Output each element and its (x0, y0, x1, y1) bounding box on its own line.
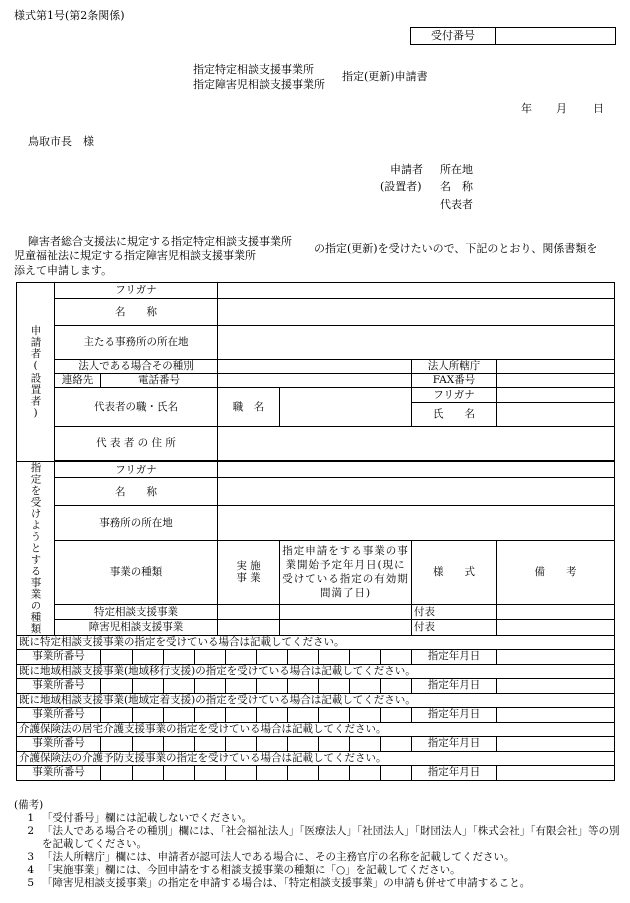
date-year: 年 (521, 102, 532, 115)
rep-address-field[interactable] (218, 427, 615, 461)
appendix-label-1: 付表 (412, 604, 497, 619)
note-item (14, 851, 624, 864)
implement-field-2[interactable] (218, 620, 280, 635)
rep-furigana-field[interactable] (497, 388, 615, 403)
existing-note-1: 既に特定相談支援事業の指定を受けている場合は記載してください。 (17, 635, 615, 649)
note-text: 「法人である場合その種別」欄には、「社会福祉法人」「医療法人」「社団法人」「財団法人」「株式会社」「有限会社」等の別を記載してください。 (42, 825, 620, 850)
note-text: 「実施事業」欄には、今回申請をする相談支援事業の種類に「○」を記載してください。 (42, 864, 461, 876)
office-no-field-1[interactable] (101, 649, 412, 664)
designated-date-label-2: 指定年月日 (412, 678, 497, 693)
intro-law2: 児童福祉法に規定する指定障害児相談支援事業所 (14, 249, 256, 262)
office-address-field[interactable] (218, 506, 615, 541)
note-item (14, 864, 624, 877)
office-no-field-4[interactable] (101, 736, 412, 751)
designated-date-field-3[interactable] (497, 707, 615, 722)
row-child-consultation: 障害児相談支援事業 (55, 620, 218, 635)
applicant-label: 申請者 (390, 163, 423, 176)
remarks-header: 備 考 (497, 541, 615, 605)
fax-field[interactable] (497, 374, 615, 388)
rep-label: 代表者 (440, 198, 473, 211)
appendix-label-2: 付表 (412, 620, 497, 635)
title-line2: 指定障害児相談支援事業所 (193, 78, 325, 91)
office-no-label-5: 事業所番号 (17, 765, 101, 780)
designated-date-field-1[interactable] (497, 649, 615, 664)
business-furigana-label: フリガナ (55, 462, 218, 478)
rep-title-name-label: 代表者の職・氏名 (55, 388, 218, 427)
form-number: 様式第1号(第2条関係) (14, 9, 125, 22)
form-header: 様 式 (412, 541, 497, 605)
implement-header: 実 施 事 業 (218, 541, 280, 605)
main-office-field[interactable] (218, 326, 615, 360)
receipt-number-label: 受付番号 (411, 28, 496, 44)
receipt-number-box (410, 27, 616, 45)
intro-tail1: の指定(更新)を受けたいので、下記のとおり、関係書類を (314, 242, 598, 255)
date-month: 月 (556, 102, 567, 115)
business-furigana-field[interactable] (218, 462, 615, 478)
position-field[interactable] (280, 388, 412, 427)
address-label: 所在地 (440, 163, 473, 176)
office-no-label-2: 事業所番号 (17, 678, 101, 693)
rep-person-name-label: 氏 名 (412, 403, 497, 427)
note-item (14, 812, 624, 825)
intro-tail2: 添えて申請します。 (14, 264, 113, 277)
remarks-field-1[interactable] (497, 604, 615, 619)
rep-person-name-field[interactable] (497, 403, 615, 427)
business-side-label: 指定を受けようとする事業の種類 (17, 462, 55, 636)
office-no-label-1: 事業所番号 (17, 649, 101, 664)
office-no-label-3: 事業所番号 (17, 707, 101, 722)
start-date-field-2[interactable] (280, 620, 412, 635)
business-name-field[interactable] (218, 478, 615, 506)
application-form-table (16, 282, 615, 781)
rep-address-label: 代 表 者 の 住 所 (55, 427, 218, 461)
applicant-name-label: 名 称 (55, 299, 218, 326)
founder-label: (設置者) (380, 180, 422, 193)
title-line1: 指定特定相談支援事業所 (193, 63, 314, 76)
note-number: 3 (27, 851, 34, 863)
note-number: 2 (27, 825, 34, 837)
note-number: 1 (27, 812, 34, 824)
addressee: 鳥取市長 様 (28, 135, 94, 148)
date-day: 日 (593, 102, 604, 115)
note-number: 5 (27, 877, 34, 889)
corp-type-field[interactable] (218, 360, 412, 374)
note-item (14, 877, 624, 890)
name-label: 名 称 (440, 180, 473, 193)
fax-label: FAX番号 (412, 374, 497, 388)
contact-label: 連絡先 (55, 374, 101, 388)
phone-label: 電話番号 (101, 374, 218, 388)
designated-date-label-3: 指定年月日 (412, 707, 497, 722)
note-text: 「障害児相談支援事業」の指定を申請する場合は、「特定相談支援事業」の申請も併せて申請すること。 (42, 877, 531, 889)
receipt-number-field[interactable] (496, 28, 615, 44)
designated-date-field-2[interactable] (497, 678, 615, 693)
business-name-label: 名 称 (55, 478, 218, 506)
office-no-field-5[interactable] (101, 765, 412, 780)
intro-law1: 障害者総合支援法に規定する指定特定相談支援事業所 (28, 235, 292, 248)
designated-date-field-4[interactable] (497, 736, 615, 751)
start-date-header: 指定申請をする事業の事業開始予定年月日(現に受けている指定の有効期間満了日) (280, 541, 412, 605)
office-address-label: 事務所の所在地 (55, 506, 218, 541)
corp-type-label: 法人である場合その種別 (55, 360, 218, 374)
note-item (14, 825, 624, 851)
notes-title: (備考) (14, 799, 44, 811)
applicant-side-label: 申請者(設置者) (17, 283, 55, 462)
designated-date-label-4: 指定年月日 (412, 736, 497, 751)
existing-note-4: 介護保険法の居宅介護支援事業の指定を受けている場合は記載してください。 (17, 722, 615, 736)
implement-field-1[interactable] (218, 604, 280, 619)
remarks-notes (14, 799, 624, 890)
office-no-field-3[interactable] (101, 707, 412, 722)
main-office-label: 主たる事務所の所在地 (55, 326, 218, 360)
designated-date-label-5: 指定年月日 (412, 765, 497, 780)
start-date-field-1[interactable] (280, 604, 412, 619)
note-text: 「法人所轄庁」欄には、申請者が認可法人である場合に、その主務官庁の名称を記載してください。 (42, 851, 515, 863)
existing-note-2: 既に地域相談支援事業(地域移行支援)の指定を受けている場合は記載してください。 (17, 664, 615, 678)
remarks-field-2[interactable] (497, 620, 615, 635)
row-specified-consultation: 特定相談支援事業 (55, 604, 218, 619)
authority-label: 法人所轄庁 (412, 360, 497, 374)
rep-furigana-label: フリガナ (412, 388, 497, 403)
office-no-label-4: 事業所番号 (17, 736, 101, 751)
existing-note-5: 介護保険法の介護予防支援事業の指定を受けている場合は記載してください。 (17, 751, 615, 765)
existing-note-3: 既に地域相談支援事業(地域定着支援)の指定を受けている場合は記載してください。 (17, 693, 615, 707)
applicant-furigana-label: フリガナ (55, 283, 218, 299)
office-no-field-2[interactable] (101, 678, 412, 693)
applicant-furigana-field[interactable] (218, 283, 615, 299)
note-number: 4 (27, 864, 34, 876)
business-type-header: 事業の種類 (55, 541, 218, 605)
phone-field[interactable] (218, 374, 412, 388)
authority-field[interactable] (497, 360, 615, 374)
applicant-name-field[interactable] (218, 299, 615, 326)
designated-date-field-5[interactable] (497, 765, 615, 780)
title-suffix: 指定(更新)申請書 (342, 70, 428, 83)
position-label: 職 名 (218, 388, 280, 427)
designated-date-label-1: 指定年月日 (412, 649, 497, 664)
note-text: 「受付番号」欄には記載しないでください。 (42, 812, 252, 824)
